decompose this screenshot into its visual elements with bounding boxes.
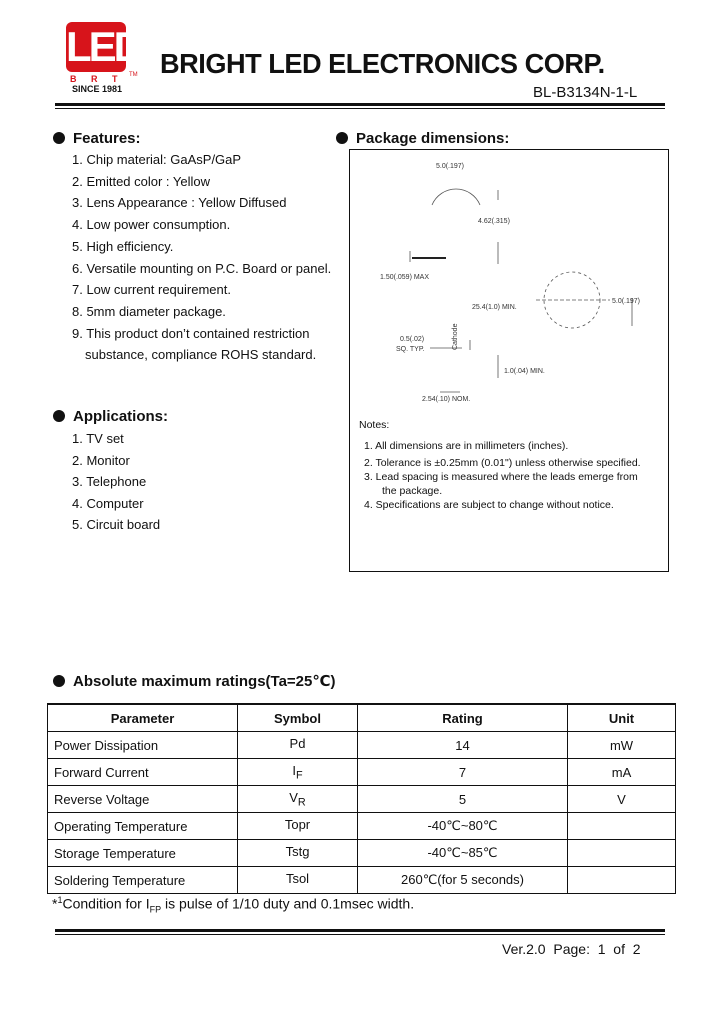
rating-cell: -40℃~85℃ xyxy=(358,840,568,867)
features-list xyxy=(72,149,331,366)
logo-text: LED xyxy=(66,23,141,70)
list-item: 8. 5mm diameter package. xyxy=(72,303,226,319)
rating-cell: 7 xyxy=(358,759,568,786)
note-item: 4. Specifications are subject to change without notice. xyxy=(364,499,614,511)
table-row xyxy=(48,813,676,840)
dim-label: 5.0(.197) xyxy=(612,298,641,305)
notes-list xyxy=(364,439,641,512)
symbol-cell: Topr xyxy=(238,813,358,840)
logo-subtext: B R T xyxy=(70,74,124,84)
dim-label: 2.54(.10) NOM. xyxy=(422,396,471,403)
unit-cell: V xyxy=(568,786,676,813)
header-rule-thin xyxy=(55,108,665,109)
dim-label: SQ. TYP. xyxy=(396,346,425,353)
dim-label: 1.50(.059) MAX xyxy=(380,274,430,281)
param-cell: Reverse Voltage xyxy=(48,786,238,813)
symbol-cell: $V_R$ xyxy=(238,786,358,813)
list-item: 6. Versatile mounting on P.C. Board or panel. xyxy=(72,260,332,276)
applications-heading: Applications: xyxy=(53,408,168,425)
table-row xyxy=(48,786,676,813)
table-header: Unit xyxy=(568,704,676,732)
table-header: Rating xyxy=(358,704,568,732)
page-footer: Ver.2.0 Page: 1 of 2 xyxy=(502,941,641,957)
list-item: 4. Low power consumption. xyxy=(72,217,231,233)
bullet-icon xyxy=(53,410,65,422)
param-cell: Storage Temperature xyxy=(48,840,238,867)
rating-cell: 5 xyxy=(358,786,568,813)
table-row xyxy=(48,732,676,759)
dim-label: 4.62(.315) xyxy=(478,218,510,225)
ratings-table xyxy=(47,703,676,894)
list-item: 3. Lens Appearance : Yellow Diffused xyxy=(72,195,287,211)
table-header-row xyxy=(48,704,676,732)
bullet-icon xyxy=(336,132,348,144)
param-cell: Operating Temperature xyxy=(48,813,238,840)
list-item: substance, compliance ROHS standard. xyxy=(85,347,317,363)
note-item: 1. All dimensions are in millimeters (inches). xyxy=(364,440,569,452)
unit-cell xyxy=(568,840,676,867)
applications-list xyxy=(72,428,160,536)
part-number: BL-B3134N-1-L xyxy=(533,84,638,101)
package-drawing xyxy=(350,150,668,420)
symbol-cell: $I_F$ xyxy=(238,759,358,786)
bullet-icon xyxy=(53,675,65,687)
header-rule xyxy=(55,103,665,106)
condition-note: *$^1$Condition for $I_{FP}$ is pulse of 1/10 duty and 0.1msec width. xyxy=(52,895,415,915)
rating-cell: 14 xyxy=(358,732,568,759)
list-item: 3. Telephone xyxy=(72,474,147,489)
dim-label: 5.0(.197) xyxy=(436,163,465,170)
list-item: 7. Low current requirement. xyxy=(72,282,231,298)
led-dome-outline xyxy=(432,189,480,205)
unit-cell: mW xyxy=(568,732,676,759)
symbol-cell: Pd xyxy=(238,732,358,759)
features-heading: Features: xyxy=(53,130,141,147)
unit-cell xyxy=(568,813,676,840)
bullet-icon xyxy=(53,132,65,144)
note-item: the package. xyxy=(382,485,443,497)
footer-rule-thin xyxy=(55,934,665,935)
package-drawing-box xyxy=(349,149,669,572)
rating-cell: 260℃(for 5 seconds) xyxy=(358,867,568,894)
list-item: 1. Chip material: GaAsP/GaP xyxy=(72,152,242,167)
param-cell: Soldering Temperature xyxy=(48,867,238,894)
symbol-cell: Tsol xyxy=(238,867,358,894)
table-header: Symbol xyxy=(238,704,358,732)
rating-cell: -40℃~80℃ xyxy=(358,813,568,840)
list-item: 1. TV set xyxy=(72,431,124,446)
logo-trademark: TM xyxy=(129,72,138,78)
company-logo xyxy=(66,22,141,84)
list-item: 9. This product don’t contained restriction xyxy=(72,325,310,341)
param-cell: Forward Current xyxy=(48,759,238,786)
table-header: Parameter xyxy=(48,704,238,732)
unit-cell: mA xyxy=(568,759,676,786)
dim-label: 0.5(.02) xyxy=(400,336,425,343)
footer-rule xyxy=(55,929,665,932)
list-item: 4. Computer xyxy=(72,495,144,511)
list-item: 2. Monitor xyxy=(72,452,130,468)
list-item: 5. Circuit board xyxy=(72,517,161,532)
dim-label: Cathode xyxy=(452,323,459,350)
table-row xyxy=(48,840,676,867)
ratings-heading: Absolute maximum ratings(Ta=25℃) xyxy=(53,672,336,690)
company-name: BRIGHT LED ELECTRONICS CORP. xyxy=(160,48,605,79)
table-row xyxy=(48,759,676,786)
package-heading: Package dimensions: xyxy=(336,130,509,147)
dim-label: 25.4(1.0) MIN. xyxy=(472,304,517,311)
param-cell: Power Dissipation xyxy=(48,732,238,759)
notes-title: Notes: xyxy=(359,419,390,431)
unit-cell xyxy=(568,867,676,894)
dim-label: 1.0(.04) MIN. xyxy=(504,368,545,375)
symbol-cell: Tstg xyxy=(238,840,358,867)
since-label: SINCE 1981 xyxy=(72,84,123,94)
note-item: 2. Tolerance is ±0.25mm (0.01") unless otherwise specified. xyxy=(364,457,641,469)
note-item: 3. Lead spacing is measured where the leads emerge from xyxy=(364,471,638,483)
list-item: 2. Emitted color : Yellow xyxy=(72,173,211,189)
table-row xyxy=(48,867,676,894)
list-item: 5. High efficiency. xyxy=(72,238,174,254)
